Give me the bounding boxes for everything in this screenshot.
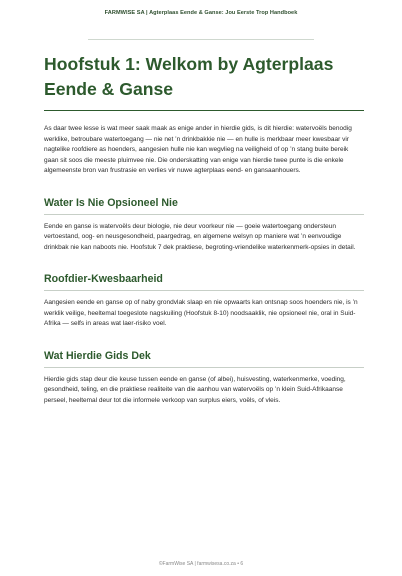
section-body-water: Eende en ganse is watervoëls deur biologie, nie deur voorkeur nie — goeie watertoegang ondersteun vertoestand, oog- en neusgesondheid, paargedrag, en algemene welsyn op maniere wat ’n eenvoudige drinkbak nie kan naboots nie. Hoofstuk 7 dek praktiese, begroting-vriendelike waterkenmerk-opsies in detail.	[44, 222, 356, 251]
intro-paragraph: As daar twee lesse is wat meer saak maak as enige ander in hierdie gids, is dit hierdie: watervoëls benodig werklike, betroubare watertoegang — nie net ’n drinkbakkie nie — en hulle is merkbaar meer kwesbaar vir nagtelike roofdiere as hoenders, aangesien hulle nie kan wegvlieg na veiligheid of op ’n stang buite bereik gaan sit soos die meeste pluimvee nie. Die onderskatting van enige van hierdie twee punte is die enkele algemeenste bron van frustrasie en verlies vir nuwe agterplaas eend- en gansaanhouers.	[44, 125, 352, 174]
section-body-predators: Aangesien eende en ganse op of naby grondvlak slaap en nie opwaarts kan ontsnap soos hoenders nie, is ’n werklik veilige, heeltemal toegeslote nagskuiling (Hoofstuk 8-10) noodsaaklik, nie opsioneel nie, oral in Suid-Afrika — selfs in areas wat laer-risiko voel.	[44, 299, 358, 327]
section-heading-predators: Roofdier-Kwesbaarheid	[44, 273, 163, 285]
chapter-title-rule	[44, 110, 364, 111]
header-divider	[88, 39, 314, 40]
section-body-guide-scope: Hierdie gids stap deur die keuse tussen eende en ganse (of albei), huisvesting, waterkenmerke, voeding, gesondheid, teling, en die praktiese realiteite van die aanhou van watervoëls op ’n klein Suid-Afrikaanse perseel, heeltemal deur tot die informele verkoop van surplus eiers, voëls, of vleis.	[44, 375, 346, 404]
section-rule	[44, 214, 364, 215]
running-header: FARMWISE SA | Agterplaas Eende & Ganse: Jou Eerste Trop Handboek	[104, 10, 298, 16]
page-content	[44, 52, 364, 406]
page-footer: ©FarmWise SA | farmwisesa.co.za • 6	[158, 561, 244, 567]
section-rule	[44, 367, 364, 368]
section-heading-water: Water Is Nie Opsioneel Nie	[44, 196, 178, 209]
section-rule	[44, 290, 364, 291]
section-heading-guide-scope: Wat Hierdie Gids Dek	[44, 349, 151, 362]
chapter-title: Hoofstuk 1: Welkom by Agterplaas Eende & Ganse	[44, 54, 334, 99]
